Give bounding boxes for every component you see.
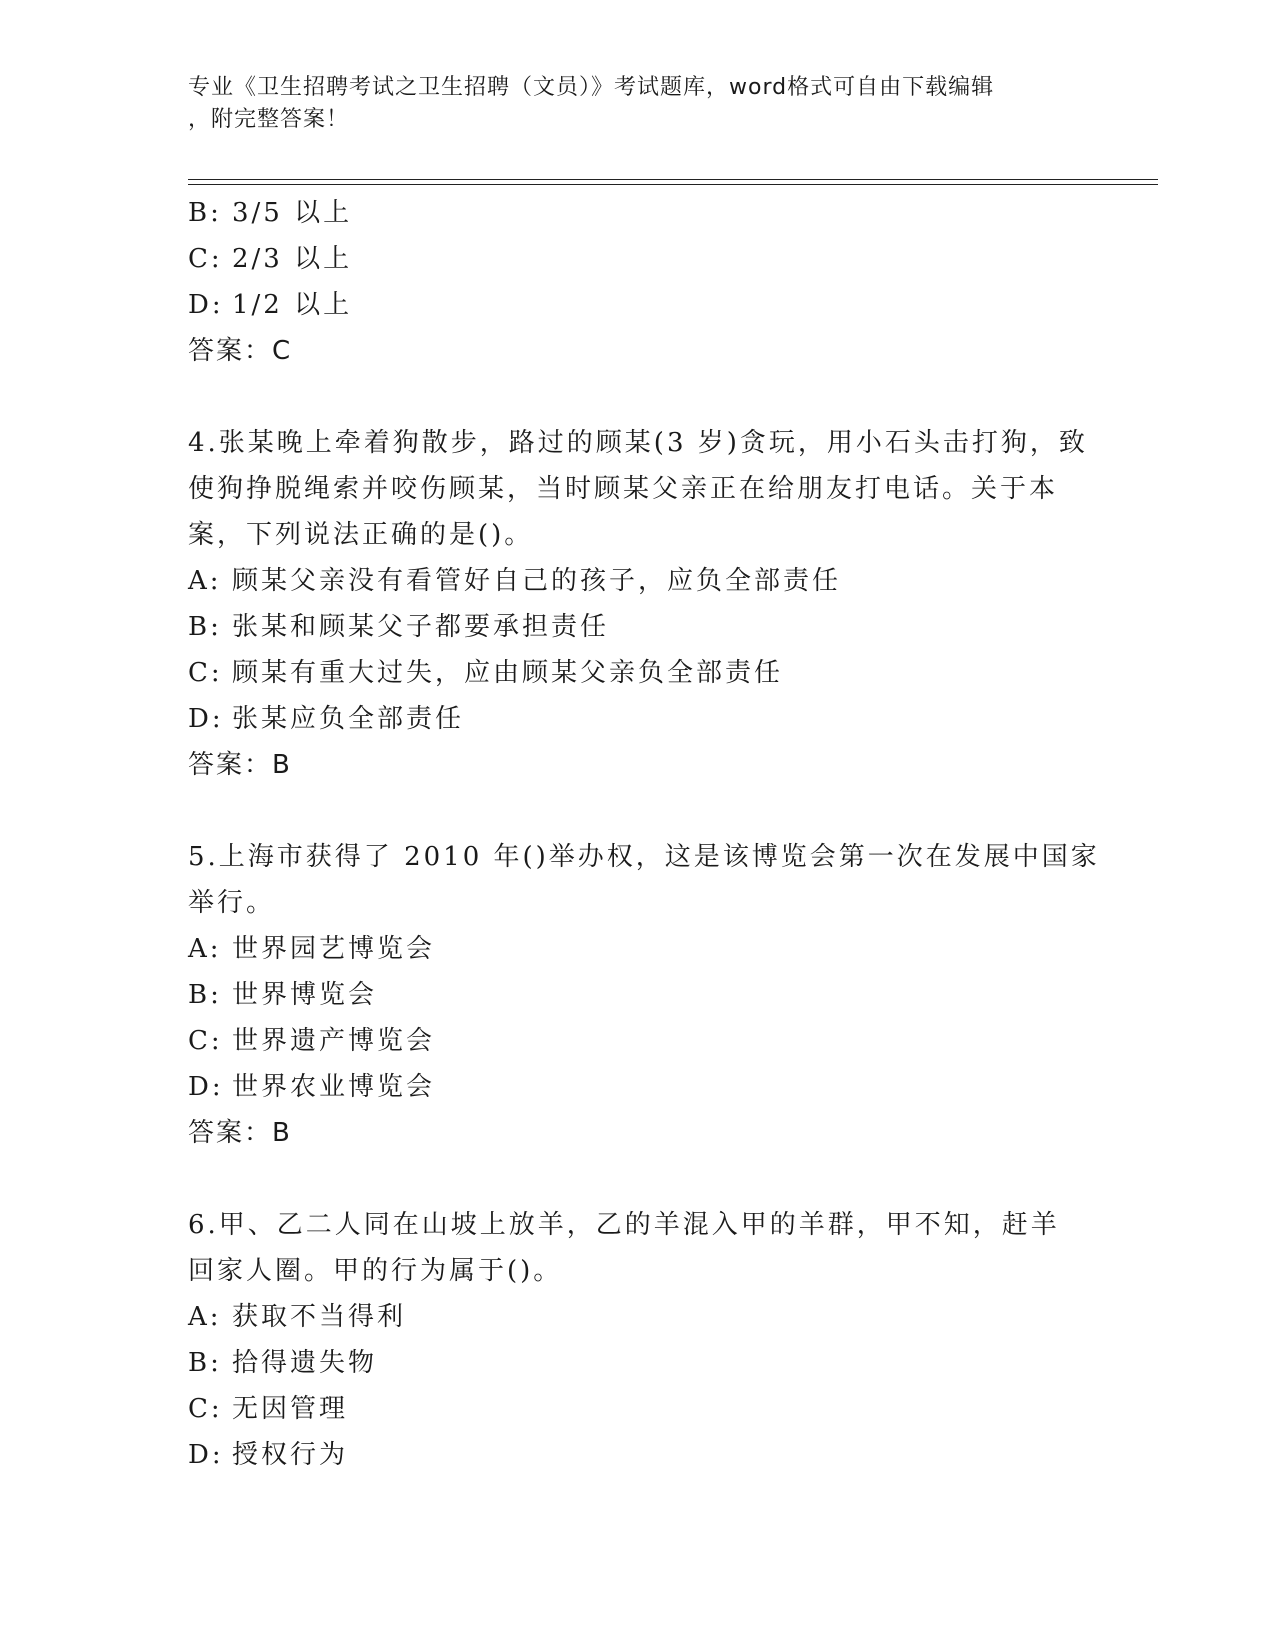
header-line-1: 专业《卫生招聘考试之卫生招聘（文员）》考试题库，word格式可自由下载编辑 bbox=[188, 75, 995, 100]
option-a bbox=[188, 926, 1088, 972]
option-c bbox=[188, 1386, 1088, 1432]
question-stem-line: 6.甲、乙二人同在山坡上放羊，乙的羊混入甲的羊群，甲不知，赶羊 bbox=[188, 1210, 1060, 1240]
option-b bbox=[188, 1340, 1088, 1386]
question-stem-line: 举行。 bbox=[188, 888, 276, 918]
option-text: 1/2 以上 bbox=[232, 290, 353, 320]
spacer bbox=[188, 374, 1088, 420]
header-line-2: ，附完整答案！ bbox=[188, 107, 350, 132]
option-b bbox=[188, 604, 1088, 650]
option-b bbox=[188, 190, 1088, 236]
option-text: 世界农业博览会 bbox=[232, 1072, 436, 1102]
option-key: A: bbox=[188, 566, 222, 596]
question-stem-line: 回家人圈。甲的行为属于()。 bbox=[188, 1256, 563, 1286]
spacer bbox=[188, 1156, 1088, 1202]
option-d bbox=[188, 1432, 1088, 1478]
option-key: D: bbox=[188, 704, 224, 734]
option-a bbox=[188, 1294, 1088, 1340]
option-d bbox=[188, 696, 1088, 742]
option-key: A: bbox=[188, 1302, 222, 1332]
option-key: B: bbox=[188, 980, 222, 1010]
option-d bbox=[188, 1064, 1088, 1110]
option-text: 世界园艺博览会 bbox=[232, 934, 436, 964]
option-c bbox=[188, 650, 1088, 696]
option-text: 顾某父亲没有看管好自己的孩子，应负全部责任 bbox=[232, 566, 842, 596]
spacer bbox=[188, 788, 1088, 834]
question-6 bbox=[188, 1202, 1088, 1478]
option-key: D: bbox=[188, 290, 224, 320]
option-text: 顾某有重大过失，应由顾某父亲负全部责任 bbox=[232, 658, 784, 688]
question-list bbox=[188, 190, 1100, 1478]
option-b bbox=[188, 972, 1088, 1018]
option-key: A: bbox=[188, 934, 222, 964]
option-key: D: bbox=[188, 1072, 224, 1102]
answer: 答案：B bbox=[188, 1118, 292, 1148]
option-c bbox=[188, 236, 1088, 282]
option-text: 获取不当得利 bbox=[232, 1302, 407, 1332]
option-key: C: bbox=[188, 1026, 223, 1056]
option-key: D: bbox=[188, 1440, 224, 1470]
header-rule-top bbox=[188, 179, 1158, 180]
question-stem-line: 4.张某晚上牵着狗散步，路过的顾某(3 岁)贪玩，用小石头击打狗，致 bbox=[188, 428, 1088, 458]
question-4 bbox=[188, 420, 1088, 788]
question-3 bbox=[188, 190, 1088, 374]
option-key: C: bbox=[188, 1394, 223, 1424]
option-text: 世界博览会 bbox=[232, 980, 378, 1010]
option-text: 2/3 以上 bbox=[232, 244, 353, 274]
option-text: 张某和顾某父子都要承担责任 bbox=[232, 612, 610, 642]
option-key: C: bbox=[188, 244, 223, 274]
option-key: C: bbox=[188, 658, 223, 688]
question-stem-line: 使狗挣脱绳索并咬伤顾某，当时顾某父亲正在给朋友打电话。关于本 bbox=[188, 474, 1059, 504]
answer: 答案：C bbox=[188, 336, 293, 366]
option-key: B: bbox=[188, 612, 222, 642]
question-5 bbox=[188, 834, 1100, 1156]
option-d bbox=[188, 282, 1088, 328]
answer: 答案：B bbox=[188, 750, 292, 780]
header-rule-bottom bbox=[188, 184, 1158, 185]
option-key: B: bbox=[188, 1348, 222, 1378]
question-stem-line: 5.上海市获得了 2010 年()举办权，这是该博览会第一次在发展中国家 bbox=[188, 842, 1100, 872]
option-text: 拾得遗失物 bbox=[232, 1348, 378, 1378]
option-text: 无因管理 bbox=[232, 1394, 349, 1424]
option-text: 张某应负全部责任 bbox=[232, 704, 465, 734]
document-header bbox=[188, 72, 1088, 136]
option-text: 授权行为 bbox=[232, 1440, 349, 1470]
option-text: 世界遗产博览会 bbox=[232, 1026, 436, 1056]
option-a bbox=[188, 558, 1088, 604]
question-stem-line: 案，下列说法正确的是()。 bbox=[188, 520, 534, 550]
option-c bbox=[188, 1018, 1088, 1064]
option-key: B: bbox=[188, 198, 222, 228]
option-text: 3/5 以上 bbox=[232, 198, 353, 228]
